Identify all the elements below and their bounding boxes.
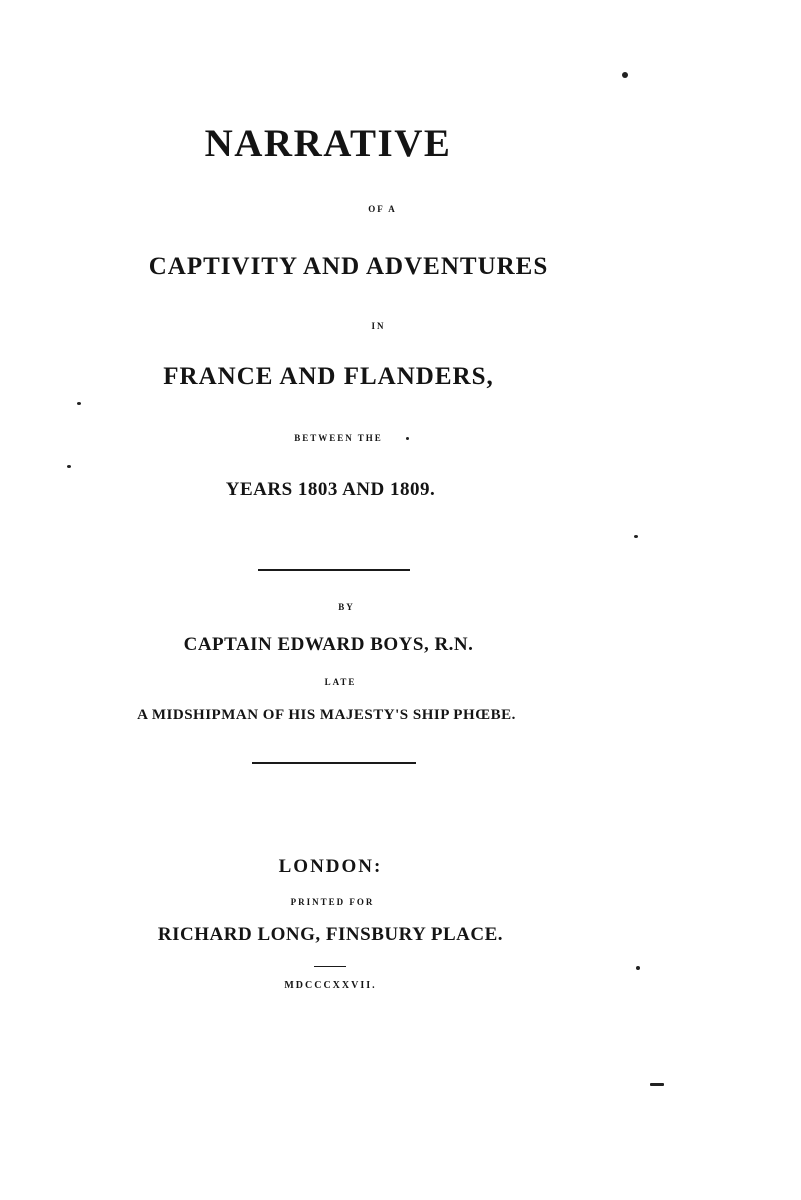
scan-speck <box>650 1083 664 1086</box>
connector-late: LATE <box>324 677 357 687</box>
divider-rule <box>314 966 346 967</box>
subtitle-captivity: CAPTIVITY AND ADVENTURES <box>148 253 549 280</box>
imprint-date: MDCCCXXVII. <box>284 980 377 991</box>
divider-rule <box>252 762 416 764</box>
scan-speck <box>406 437 409 440</box>
scan-speck <box>67 465 71 468</box>
connector-between-the: BETWEEN THE <box>294 433 383 443</box>
connector-of-a: OF A <box>368 204 397 214</box>
scan-speck <box>622 72 628 78</box>
connector-by: BY <box>338 602 355 612</box>
years-line: YEARS 1803 AND 1809. <box>225 479 436 500</box>
imprint-printed-for: PRINTED FOR <box>290 897 375 907</box>
scan-speck <box>636 966 640 970</box>
imprint-publisher: RICHARD LONG, FINSBURY PLACE. <box>157 924 504 945</box>
divider-rule <box>258 569 410 571</box>
scan-speck <box>77 402 81 405</box>
subtitle-france-flanders: FRANCE AND FLANDERS, <box>163 363 494 390</box>
connector-in: IN <box>371 321 386 331</box>
imprint-city: LONDON: <box>278 856 383 877</box>
page-title: NARRATIVE <box>204 122 452 165</box>
author-description: A MIDSHIPMAN OF HIS MAJESTY'S SHIP PHŒBE. <box>137 707 516 723</box>
scan-speck <box>634 535 638 538</box>
author-name: CAPTAIN EDWARD BOYS, R.N. <box>183 634 474 655</box>
